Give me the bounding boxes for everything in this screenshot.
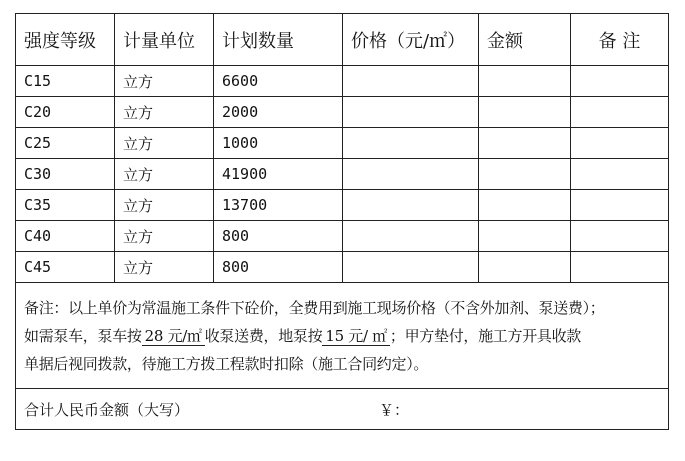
note-cell bbox=[16, 283, 669, 389]
price-cell bbox=[343, 252, 479, 283]
note-line-2-suffix: ；甲方垫付，施工方开具收款 bbox=[389, 326, 582, 345]
table-row bbox=[16, 221, 669, 252]
unit-cell: 立方 bbox=[115, 159, 214, 190]
quantity-cell: 1000 bbox=[214, 128, 343, 159]
grade-cell: C35 bbox=[16, 190, 115, 221]
price-table bbox=[15, 13, 669, 430]
amount-cell bbox=[479, 128, 571, 159]
header-grade: 强度等级 bbox=[16, 14, 115, 66]
price-cell bbox=[343, 128, 479, 159]
grade-cell: C30 bbox=[16, 159, 115, 190]
grade-cell: C40 bbox=[16, 221, 115, 252]
remark-cell bbox=[571, 159, 669, 190]
table-row bbox=[16, 97, 669, 128]
quantity-cell: 2000 bbox=[214, 97, 343, 128]
quantity-cell: 6600 bbox=[214, 66, 343, 97]
remark-cell bbox=[571, 128, 669, 159]
grade-cell: C45 bbox=[16, 252, 115, 283]
amount-cell bbox=[479, 190, 571, 221]
unit-cell: 立方 bbox=[115, 97, 214, 128]
total-row bbox=[16, 389, 669, 430]
amount-cell bbox=[479, 159, 571, 190]
amount-cell bbox=[479, 221, 571, 252]
header-amount: 金额 bbox=[479, 14, 571, 66]
remark-cell bbox=[571, 97, 669, 128]
header-quantity: 计划数量 bbox=[214, 14, 343, 66]
yen-label: ￥： bbox=[379, 400, 410, 419]
price-cell bbox=[343, 97, 479, 128]
table-row bbox=[16, 159, 669, 190]
quantity-cell: 800 bbox=[214, 221, 343, 252]
table-row bbox=[16, 252, 669, 283]
remark-cell bbox=[571, 190, 669, 221]
quantity-cell: 41900 bbox=[214, 159, 343, 190]
quantity-cell: 800 bbox=[214, 252, 343, 283]
amount-cell bbox=[479, 252, 571, 283]
unit-cell: 立方 bbox=[115, 190, 214, 221]
price-cell bbox=[343, 66, 479, 97]
remark-cell bbox=[571, 221, 669, 252]
unit-cell: 立方 bbox=[115, 128, 214, 159]
header-row bbox=[16, 14, 669, 66]
quantity-cell: 13700 bbox=[214, 190, 343, 221]
grade-cell: C25 bbox=[16, 128, 115, 159]
note-line-2 bbox=[24, 322, 662, 350]
unit-cell: 立方 bbox=[115, 66, 214, 97]
price-cell bbox=[343, 159, 479, 190]
remark-cell bbox=[571, 66, 669, 97]
total-cell bbox=[16, 389, 669, 430]
header-unit: 计量单位 bbox=[115, 14, 214, 66]
table-row bbox=[16, 66, 669, 97]
grade-cell: C20 bbox=[16, 97, 115, 128]
price-cell bbox=[343, 221, 479, 252]
note-line-2-mid: 收泵送费，地泵按 bbox=[204, 326, 323, 345]
table-row bbox=[16, 190, 669, 221]
table-row bbox=[16, 128, 669, 159]
note-line-2-prefix: 如需泵车，泵车按 bbox=[24, 326, 142, 345]
remark-cell bbox=[571, 252, 669, 283]
grade-cell: C15 bbox=[16, 66, 115, 97]
header-remark: 备 注 bbox=[571, 14, 669, 66]
unit-cell: 立方 bbox=[115, 252, 214, 283]
price-cell bbox=[343, 190, 479, 221]
total-label: 合计人民币金额（大写） bbox=[24, 400, 190, 419]
note-line-3: 单据后视同拨款，待施工方拨工程款时扣除（施工合同约定）。 bbox=[24, 354, 429, 373]
note-line-1: 备注：以上单价为常温施工条件下砼价，全费用到施工现场价格（不含外加剂、泵送费）； bbox=[24, 298, 605, 317]
amount-cell bbox=[479, 66, 571, 97]
pump-truck-fee: 28 元/㎡ bbox=[142, 327, 205, 346]
note-row bbox=[16, 283, 669, 389]
amount-cell bbox=[479, 97, 571, 128]
unit-cell: 立方 bbox=[115, 221, 214, 252]
ground-pump-fee: 15 元/ ㎡ bbox=[322, 327, 390, 346]
header-price: 价格（元/㎡） bbox=[343, 14, 479, 66]
